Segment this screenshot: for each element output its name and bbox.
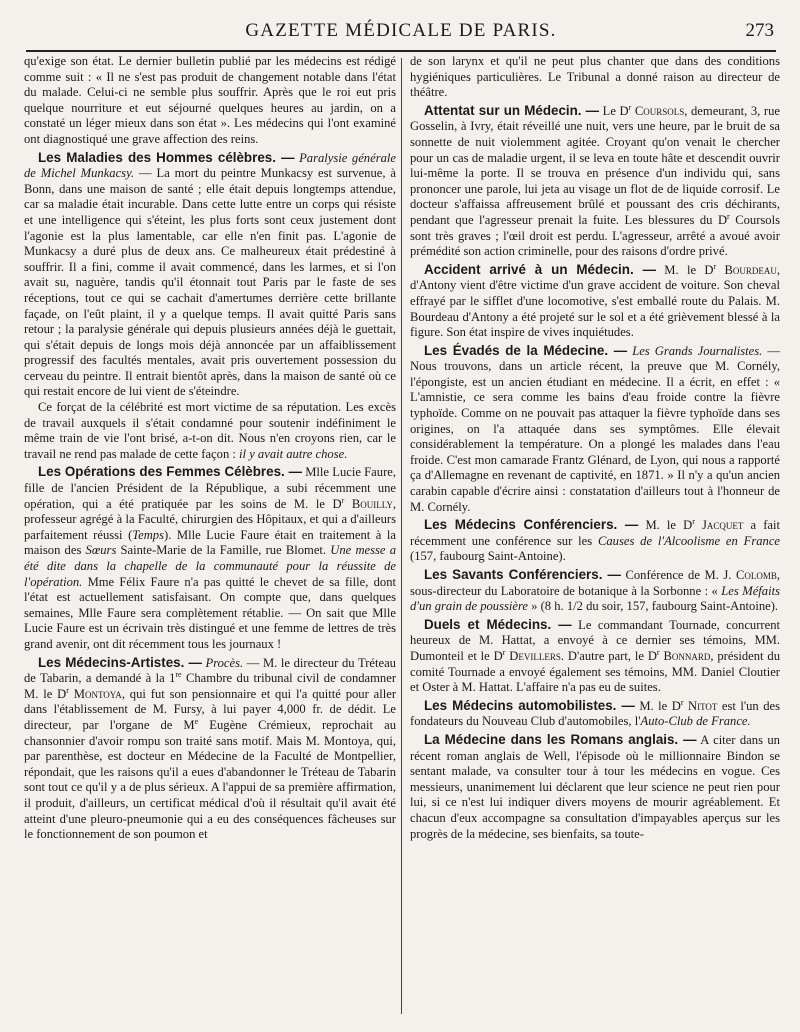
article-operations-femmes-celebres: Les Opérations des Femmes Célèbres. — Mlle Lucie Faure, fille de l'ancien Président de la République, a subi récemment une opération, qui a été pratiquée par les soins de M. le $D^r$ Bouilly, professeur agrégé à la Faculté, chirurgien des Hôpitaux, et qui a d'ailleurs parfaitement réussi (Temps). Mlle Lucie Faure était en traitement à la maison des Sœurs Sainte-Marie de la Famille, rue Blomet. Une messe a été dite dans la chapelle de la communauté pour la réussite de l'opération. Mme Félix Faure n'a pas quitté le chevet de sa fille, dont l'état est actuellement satisfaisant. On compte que, dans quelques semaines, Mlle Faure sera complètement rétablie. — On sait que Mlle Lucie Faure est un écrivain très distingué et une femme de lettres de très grand avenir, ont dit récemment tous les journaux ! [24,464,396,651]
left-column [24,54,396,1022]
article-subtitle: Procès. [205,655,244,670]
article-maladies-hommes-celebres: Les Maladies des Hommes célèbres. — Paralysie générale de Michel Munkacsy. — La mort du peintre Munkacsy est survenue, à Bonn, dans une maison de santé ; elle était depuis longtemps attendue, car sa maladie était incurable. Dans cette lutte entre un corps qui résiste et une intelligence qui s'éteint, les plus forts sont ceux justement dont l'agonie est la plus lamentable, car elle n'en finit pas. L'agonie de Munkacsy a duré plus de deux ans. Ce malheureux était prédestiné à souffrir. Il a fini, comme il avait commencé, dans les larmes, et si l'on avait su, naguère, tandis qu'il étonnait tout Paris par le faste de ses réceptions, tout ce qui se cachait d'amertumes derrière cette brillante façade, on l'eût plaint, il y a quelque temps. Il avait quitté Paris sans retour ; la paralysie générale qui depuis plusieurs années déjà le guettait, qui s'était depuis de longs mois déjà annoncée par un affaiblissement progressif des facultés mentales, avait pris ouvertement possession du cerveau du peintre. Il entrait bientôt après, dans la maison de santé où ce qui restait encore de lui vient de s'éteindre. [24,149,396,399]
article-heading: Les Maladies des Hommes célèbres. — [38,149,295,165]
page-header [26,14,776,52]
article-heading: Les Évadés de la Médecine. — [424,342,628,358]
article-medecins-artistes: Les Médecins-Artistes. — Procès. — M. le directeur du Tréteau de Tabarin, a demandé à la 1re Chambre du tribunal civil de condamner M. le $D^r$ Montoya, qui fut son pensionnaire et qui l'a quitté pour aller dans l'établissement de M. Fursy, à lui payer 4,000 fr. de dédit. Le directeur, par l'organe de Me Eugène Crémieux, reprochait au chansonnier d'avoir rompu son traité sans motif. Mais M. Montoya, qui, par parenthèse, est docteur en Médecine de la Faculté de Montpellier, répondait, que les raisons qu'il a eues d'abandonner le Tréteau de Tabarin sont tout ce qu'il y a de plus sérieux. A l'appui de sa première affirmation, il produit, d'ailleurs, un certificat médical d'où il résultait qu'il avait été atteint d'une pleuro-pneumonie qui a eu des conséquences fâcheuses sur le fonctionnement de son poumon et [24,654,396,842]
article-duels-medecins: Duels et Médecins. — Le commandant Tournade, concurrent heureux de M. Hattat, a envoyé à ce dernier ses témoins, MM. Dumonteil et le $D^r$ Devillers. D'autre part, le $D^r$ Bonnard, président du comité Tournade a envoyé également ses témoins, MM. Daniel Cloutier et Oster à M. Hattat. L'affaire n'a pas eu de suites. [410,616,780,695]
article-heading: Les Médecins automobilistes. — [424,697,635,713]
article-heading: Les Savants Conférenciers. — [424,567,621,582]
article-medecins-automobilistes: Les Médecins automobilistes. — M. le $D^r$ Nitot est l'un des fondateurs du Nouveau Club d'automobiles, l'Auto-Club de France. [410,697,780,729]
right-column [410,54,780,1022]
article-heading: Les Médecins Conférenciers. — [424,517,639,533]
column-divider [401,58,402,1014]
article-heading: La Médecine dans les Romans anglais. — [424,731,697,747]
paragraph: de son larynx et qu'il ne peut plus chanter que dans des conditions hygiéniques particulières. Le Tribunal a donné raison au directeur de théâtre. [410,54,780,100]
article-heading: Attentat sur un Médecin. — [424,102,600,118]
article-medecins-conferenciers: Les Médecins Conférenciers. — M. le $D^r$ Jacquet a fait récemment une conférence sur les Causes de l'Alcoolisme en France (157, faubourg Saint-Antoine). [410,517,780,564]
article-heading: Les Opérations des Femmes Célèbres. — [38,464,302,480]
paragraph: Ce forçat de la célébrité est mort victime de sa réputation. Les excès de travail auxquels il s'était condamné pour soutenir indéfiniment le même train de vie l'ont brisé, a-t-on dit. Nous n'en croyons rien, car le travail ne rend pas malade de cette façon : il y avait autre chose. [24,400,396,461]
page-number: 273 [745,20,774,41]
article-medecine-romans-anglais: La Médecine dans les Romans anglais. — A citer dans un récent roman anglais de Well, l'épisode où le millionnaire Bindon se sentant malade, va consulter tour à tour les médecins en vogue. Ces messieurs, unanimement lui déclarent que leur science ne peut rien pour lui, si ce n'est lui indiquer divers moyens de mourir agréablement. Et chacun d'eux accompagne sa consultation d'impayables aperçus sur les progrès de la médecine, ses bienfaits, sa toute- [410,731,780,841]
journal-title: GAZETTE MÉDICALE DE PARIS. [245,20,557,41]
article-attentat-medecin: Attentat sur un Médecin. — Le $D^r$ Coursols, demeurant, 3, rue Gosselin, à Ivry, était réveillé une nuit, vers une heure, par le bruit de sa sonnette de nuit violemment agitée. Croyant qu'on venait le chercher pour un cas de maladie urgent, il se leva en toute hâte et descendit ouvrir lui-même la porte. Il se trouva en présence d'un individu qui, sans prononcer une parole, lui jeta au visage un flot de de liquide corrosif. Le docteur s'affaissa affreusement brûlé et poussant des cris déchirants, pendant que l'agresseur prenait la fuite. Les blessures du $D^r$ Coursols sont très graves ; l'œil droit est perdu. L'agresseur, arrêté a avoué avoir prémédité son action criminelle, pour des raisons d'ordre privé. [410,102,780,259]
article-evades-medecine: Les Évadés de la Médecine. — Les Grands Journalistes. — Nous trouvons, dans un article récent, la preuve que M. Cornély, l'épongiste, est un ancien étudiant en médecine. Il a écrit, en effet : « L'amnistie, ce sera comme les bains d'eau froide contre la fièvre typhoïde. Comme on ne pouvait pas attaquer la fièvre typhoïde dans ses origines, on l'a attaquée dans ses symptômes. Elle élevait considérablement la température. On a plongé les malades dans l'eau froide. C'est mon camarade Frantz Glénard, de Lyon, qui nous a rapporté ça d'Allemagne en revenant de captivité, en 1871. » Il n'y a qu'un ancien carabin capable d'écrire ainsi : constatation d'ailleurs tout à l'honneur de M. Cornély. [410,342,780,514]
article-heading: Les Médecins-Artistes. — [38,654,202,670]
paragraph: qu'exige son état. Le dernier bulletin publié par les médecins est rédigé comme suit : « Il ne s'est pas produit de changement notable dans l'état du malade. Celui-ci ne semble plus souffrir. Après que le roi eut pris quelque nourriture et eut séjourné quelques heures au jardin, on a constaté un léger mieux dans son état ». Les médecins qui l'ont examiné ont diagnostiqué une grave affection des reins. [24,54,396,146]
article-savants-conferenciers: Les Savants Conférenciers. — Conférence de M. J. Colomb, sous-directeur du Laboratoire de botanique à la Sorbonne : « Les Méfaits d'un grain de poussière » (8 h. 1/2 du soir, 157, faubourg Saint-Antoine). [410,567,780,614]
article-subtitle: Les Grands Journalistes. [632,343,763,358]
article-accident-medecin: Accident arrivé à un Médecin. — M. le $D^r$ Bourdeau, d'Antony vient d'être victime d'un grave accident de voiture. Son cheval effrayé par le sifflet d'une locomotive, s'est emballé route du Palais. M. Bourdeau d'Antony a été projeté sur le sol et a été grièvement blessé à la figure. Son état inspire de vives inquiétudes. [410,261,780,340]
article-heading: Accident arrivé à un Médecin. — [424,261,656,277]
article-heading: Duels et Médecins. — [424,616,572,632]
article-subtitle: Paralysie générale de Michel Munkacsy. [24,150,396,181]
